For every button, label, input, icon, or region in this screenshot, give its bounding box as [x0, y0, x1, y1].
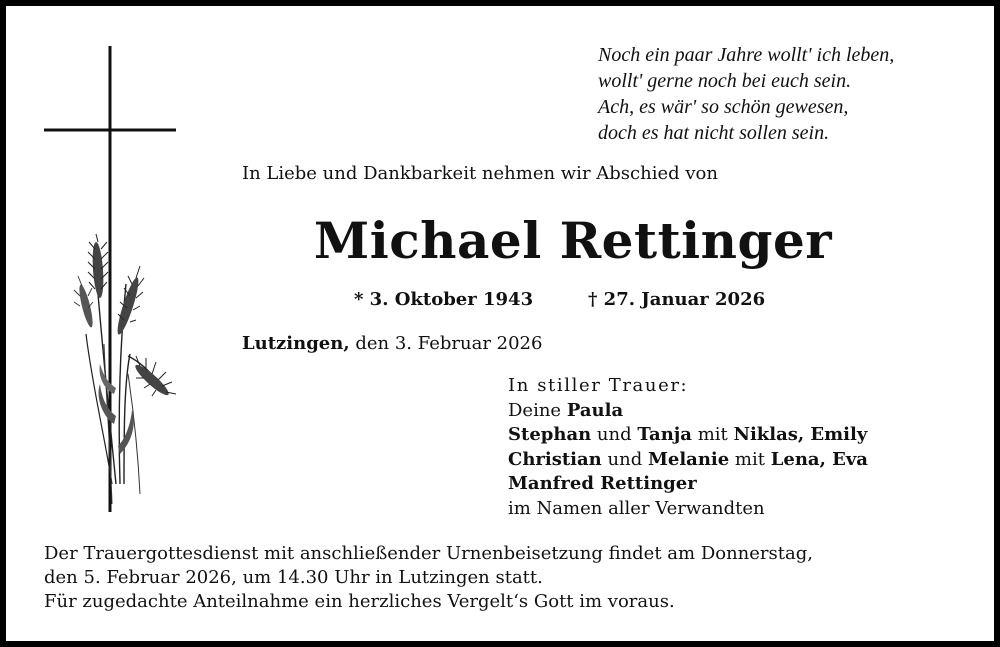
mourner-text: mit — [691, 424, 734, 445]
mourner-name: Stephan — [508, 424, 592, 445]
service-line: Für zugedachte Anteilnahme ein herzliches Vergelt‘s Gott im voraus. — [44, 591, 675, 612]
mourner-line — [508, 423, 868, 448]
poem-line: Ach, es wär' so schön gewesen, — [598, 96, 849, 118]
birth-date: * 3. Oktober 1943 — [354, 289, 534, 310]
cross-with-wheat-icon — [40, 44, 200, 524]
mourner-line — [508, 448, 868, 473]
death-date: † 27. Januar 2026 — [588, 289, 766, 310]
place-name: Lutzingen, — [242, 333, 350, 354]
poem-line: Noch ein paar Jahre wollt' ich leben, — [598, 44, 895, 66]
notice-date: den 3. Februar 2026 — [349, 333, 543, 354]
mourner-name: Manfred Rettinger — [508, 473, 697, 494]
mourner-name: Paula — [566, 399, 624, 421]
mourner-text: Deine — [508, 399, 567, 421]
mourner-line: im Namen aller Verwandten — [508, 497, 765, 519]
service-line: den 5. Februar 2026, um 14.30 Uhr in Lutzingen statt. — [44, 567, 543, 588]
mourner-name: Christian — [508, 448, 602, 470]
intro-text: In Liebe und Dankbarkeit nehmen wir Abschied von — [242, 163, 718, 184]
place-date — [242, 332, 542, 356]
mourner-name: Tanja — [637, 424, 692, 445]
poem-line: wollt' gerne noch bei euch sein. — [598, 70, 852, 92]
mourners-heading: In stiller Trauer: — [508, 375, 689, 396]
mourner-text: und — [601, 448, 648, 470]
mourners-list — [508, 374, 868, 521]
mourner-name: Melanie — [647, 448, 730, 470]
mourner-text: und — [591, 424, 638, 445]
mourner-line — [508, 472, 868, 497]
poem — [598, 42, 998, 146]
deceased-name: Michael Rettinger — [313, 211, 833, 270]
mourner-line — [508, 399, 868, 424]
mourner-text: mit — [729, 448, 771, 470]
service-line: Der Trauergottesdienst mit anschließender Urnenbeisetzung findet am Donnerstag, — [44, 543, 813, 564]
mourner-name: Niklas, Emily — [733, 424, 868, 445]
service-info — [44, 542, 964, 614]
poem-line: doch es hat nicht sollen sein. — [598, 122, 830, 144]
mourner-name: Lena, Eva — [770, 448, 868, 470]
